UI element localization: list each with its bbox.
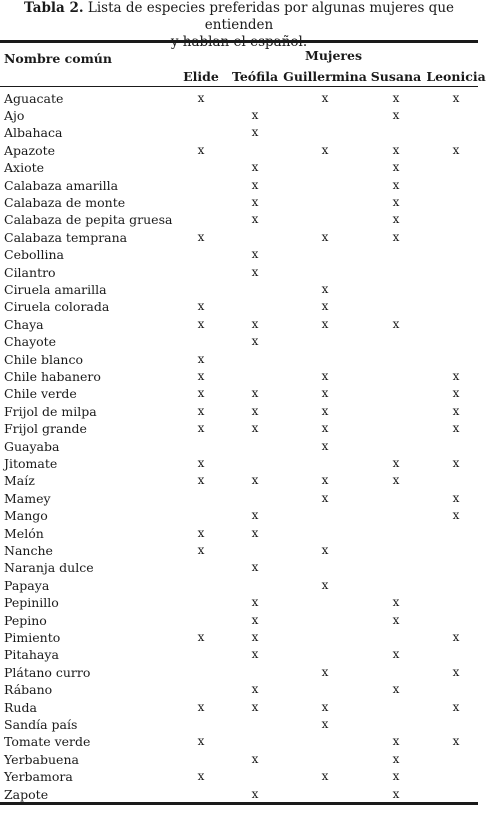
table-row: [0, 751, 478, 768]
preference-mark: x: [321, 542, 329, 557]
preference-mark: x: [197, 734, 205, 749]
species-name: Papaya: [4, 577, 50, 593]
preference-mark: x: [197, 142, 205, 157]
species-name: Pitahaya: [4, 647, 59, 663]
preference-mark: x: [321, 229, 329, 244]
table-row: [0, 507, 478, 524]
species-name: Ciruela colorada: [4, 299, 110, 315]
table-row: [0, 577, 478, 594]
preference-mark: x: [452, 455, 460, 470]
species-name: Ruda: [4, 699, 37, 715]
preference-mark: x: [251, 595, 259, 610]
species-name: Chile blanco: [4, 351, 84, 367]
table-row: [0, 612, 478, 629]
preference-mark: x: [251, 264, 259, 279]
preference-mark: x: [392, 612, 400, 627]
table-row: [0, 681, 478, 698]
preference-mark: x: [452, 490, 460, 505]
preference-mark: x: [251, 212, 259, 227]
species-name: Guayaba: [4, 438, 60, 454]
preference-mark: x: [197, 316, 205, 331]
preference-mark: x: [392, 142, 400, 157]
bottom-rule: [0, 802, 478, 805]
preference-mark: x: [251, 647, 259, 662]
preference-mark: x: [321, 699, 329, 714]
preference-mark: x: [197, 90, 205, 105]
preference-mark: x: [392, 682, 400, 697]
group-header: Mujeres: [305, 48, 362, 63]
species-name: Nanche: [4, 542, 53, 558]
preference-mark: x: [392, 316, 400, 331]
top-rule: [0, 40, 478, 43]
preference-mark: x: [197, 299, 205, 314]
species-name: Maíz: [4, 473, 35, 489]
preference-mark: x: [197, 421, 205, 436]
table-row: [0, 281, 478, 298]
preference-mark: x: [251, 334, 259, 349]
species-name: Pepinillo: [4, 595, 59, 611]
preference-mark: x: [321, 386, 329, 401]
preference-mark: x: [452, 508, 460, 523]
table-row: [0, 438, 478, 455]
species-name: Naranja dulce: [4, 560, 94, 576]
preference-mark: x: [392, 455, 400, 470]
table-row: [0, 786, 478, 803]
species-name: Chayote: [4, 334, 57, 350]
species-name: Melón: [4, 525, 44, 541]
preference-mark: x: [392, 769, 400, 784]
table-row: [0, 490, 478, 507]
table-row: [0, 90, 478, 107]
preference-mark: x: [197, 473, 205, 488]
table-row: [0, 768, 478, 785]
species-name: Mamey: [4, 490, 51, 506]
preference-mark: x: [392, 90, 400, 105]
preference-mark: x: [197, 403, 205, 418]
preference-mark: x: [251, 386, 259, 401]
preference-mark: x: [452, 734, 460, 749]
species-name: Albahaca: [4, 125, 63, 141]
table-row: [0, 177, 478, 194]
preference-mark: x: [452, 386, 460, 401]
common-name-header: Nombre común: [4, 51, 112, 66]
caption-label: Tabla 2.: [23, 0, 84, 16]
table-row: [0, 385, 478, 402]
species-name: Calabaza de pepita gruesa: [4, 212, 173, 228]
species-name: Rábano: [4, 682, 53, 698]
preference-mark: x: [197, 386, 205, 401]
species-name: Frijol de milpa: [4, 403, 97, 419]
preference-mark: x: [452, 142, 460, 157]
table-row: [0, 420, 478, 437]
table-row: [0, 455, 478, 472]
caption-line-2: [0, 34, 478, 51]
preference-mark: x: [251, 177, 259, 192]
table-row: [0, 629, 478, 646]
preference-mark: x: [321, 438, 329, 453]
column-header: Elide: [183, 69, 219, 84]
table-caption: [0, 0, 478, 51]
table-row: [0, 733, 478, 750]
preference-mark: x: [392, 786, 400, 801]
table-row: [0, 246, 478, 263]
preference-mark: x: [197, 629, 205, 644]
preference-mark: x: [321, 368, 329, 383]
preference-mark: x: [251, 316, 259, 331]
preference-mark: x: [321, 473, 329, 488]
preference-mark: x: [392, 595, 400, 610]
species-name: Chile habanero: [4, 368, 101, 384]
table-row: [0, 368, 478, 385]
species-name: Zapote: [4, 786, 49, 802]
preference-mark: x: [452, 664, 460, 679]
preference-mark: x: [197, 229, 205, 244]
preference-mark: x: [251, 786, 259, 801]
species-name: Cebollina: [4, 247, 64, 263]
table-row: [0, 403, 478, 420]
species-name: Pepino: [4, 612, 47, 628]
table-row: [0, 333, 478, 350]
preference-mark: x: [251, 508, 259, 523]
column-header: Leonicia: [426, 69, 486, 84]
preference-mark: x: [321, 664, 329, 679]
preference-mark: x: [197, 769, 205, 784]
species-name: Aguacate: [4, 90, 64, 106]
preference-mark: x: [251, 525, 259, 540]
preference-mark: x: [197, 455, 205, 470]
preference-mark: x: [197, 351, 205, 366]
preference-mark: x: [251, 194, 259, 209]
preference-mark: x: [251, 699, 259, 714]
species-name: Mango: [4, 508, 48, 524]
preference-mark: x: [251, 473, 259, 488]
preference-mark: x: [452, 368, 460, 383]
column-header: Susana: [370, 69, 422, 84]
preference-mark: x: [251, 629, 259, 644]
species-name: Yerbamora: [4, 769, 73, 785]
preference-mark: x: [392, 751, 400, 766]
preference-mark: x: [392, 107, 400, 122]
table-row: [0, 142, 478, 159]
preference-mark: x: [321, 403, 329, 418]
table-row: [0, 107, 478, 124]
preference-mark: x: [251, 125, 259, 140]
species-name: Calabaza amarilla: [4, 177, 119, 193]
preference-mark: x: [452, 421, 460, 436]
table-row: [0, 594, 478, 611]
preference-mark: x: [251, 682, 259, 697]
species-name: Sandía país: [4, 716, 78, 732]
header-rule: [0, 86, 478, 87]
preference-mark: x: [251, 751, 259, 766]
species-name: Chile verde: [4, 386, 77, 402]
species-name: Chaya: [4, 316, 44, 332]
preference-mark: x: [251, 612, 259, 627]
preference-mark: x: [251, 107, 259, 122]
table-row: [0, 298, 478, 315]
preference-mark: x: [197, 542, 205, 557]
table-row: [0, 664, 478, 681]
table-row: [0, 542, 478, 559]
preference-mark: x: [321, 490, 329, 505]
preference-mark: x: [392, 177, 400, 192]
preference-mark: x: [392, 229, 400, 244]
table-row: [0, 124, 478, 141]
species-name: Ciruela amarilla: [4, 281, 107, 297]
preference-mark: x: [321, 716, 329, 731]
table-row: [0, 525, 478, 542]
preference-mark: x: [392, 647, 400, 662]
table-row: [0, 264, 478, 281]
species-name: Calabaza de monte: [4, 194, 126, 210]
preference-mark: x: [251, 403, 259, 418]
column-header: Teófila: [231, 69, 279, 84]
table-row: [0, 159, 478, 176]
table-row: [0, 316, 478, 333]
preference-mark: x: [321, 281, 329, 296]
species-name: Yerbabuena: [4, 751, 79, 767]
species-name: Cilantro: [4, 264, 56, 280]
preference-mark: x: [321, 577, 329, 592]
preference-mark: x: [197, 699, 205, 714]
preference-mark: x: [251, 160, 259, 175]
preference-mark: x: [392, 160, 400, 175]
preference-mark: x: [197, 525, 205, 540]
caption-text: Lista de especies preferidas por algunas mujeres que entienden: [83, 0, 455, 33]
table-row: [0, 716, 478, 733]
species-name: Axiote: [4, 160, 45, 176]
preference-mark: x: [452, 699, 460, 714]
preference-mark: x: [197, 368, 205, 383]
preference-mark: x: [321, 316, 329, 331]
preference-mark: x: [392, 734, 400, 749]
preference-mark: x: [321, 421, 329, 436]
table-row: [0, 351, 478, 368]
preference-mark: x: [251, 560, 259, 575]
table-row: [0, 211, 478, 228]
table-row: [0, 559, 478, 576]
species-name: Plátano curro: [4, 664, 91, 680]
preference-mark: x: [321, 769, 329, 784]
preference-mark: x: [452, 403, 460, 418]
preference-mark: x: [392, 194, 400, 209]
species-name: Pimiento: [4, 629, 61, 645]
preference-mark: x: [392, 473, 400, 488]
species-name: Apazote: [4, 142, 56, 158]
preference-mark: x: [251, 421, 259, 436]
preference-mark: x: [321, 90, 329, 105]
species-name: Jitomate: [4, 455, 58, 471]
species-name: Calabaza temprana: [4, 229, 128, 245]
table-row: [0, 699, 478, 716]
preference-mark: x: [321, 142, 329, 157]
species-name: Frijol grande: [4, 421, 87, 437]
preference-mark: x: [392, 212, 400, 227]
preference-mark: x: [452, 629, 460, 644]
table-row: [0, 194, 478, 211]
preference-mark: x: [321, 299, 329, 314]
preference-mark: x: [251, 247, 259, 262]
table-row: [0, 472, 478, 489]
species-name: Ajo: [4, 107, 25, 123]
column-header: Guillermina: [283, 69, 367, 84]
table-row: [0, 229, 478, 246]
preference-mark: x: [452, 90, 460, 105]
table-row: [0, 646, 478, 663]
species-name: Tomate verde: [4, 734, 91, 750]
caption-line-1: [0, 0, 478, 34]
